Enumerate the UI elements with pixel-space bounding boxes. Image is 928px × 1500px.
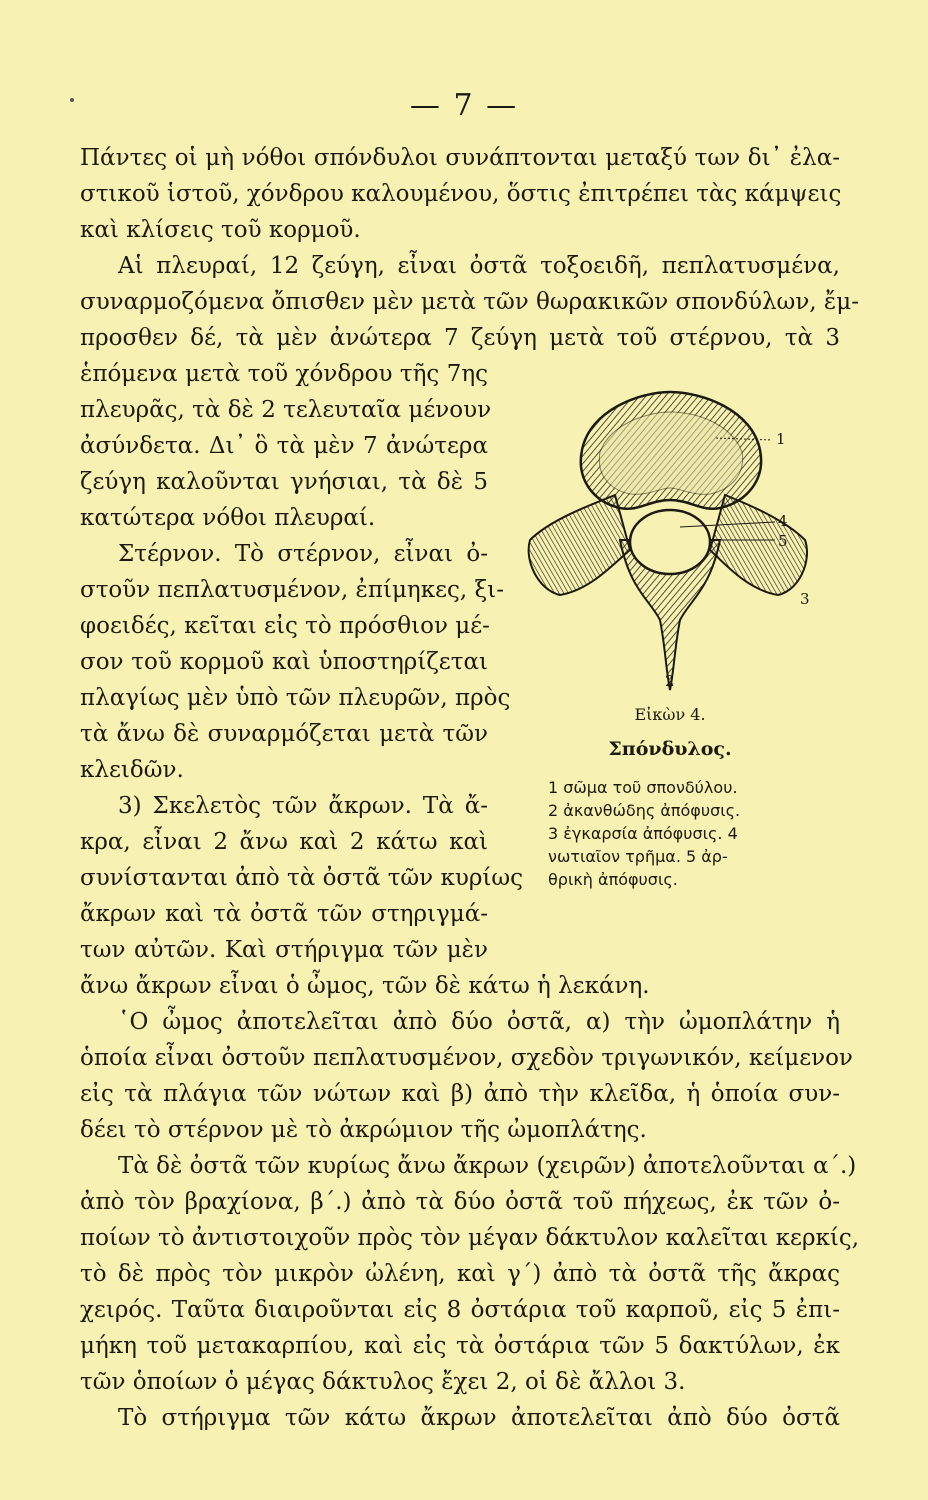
text-line: κλειδῶν. — [80, 757, 184, 783]
text-line: εἰς τὰ πλάγια τῶν νώτων καὶ β) ἀπὸ τὴν κλεῖδα, ἡ ὁποία συν- — [80, 1081, 840, 1107]
text-line: ἀσύνδετα. Δι᾽ ὃ τὰ μὲν 7 ἀνώτερα — [80, 433, 488, 459]
legend-line: 1 σῶμα τοῦ σπονδύλου. — [548, 778, 738, 797]
text-line: 3) Σκελετὸς τῶν ἄκρων. Τὰ ἄ- — [118, 793, 488, 819]
text-line: πλευρᾶς, τὰ δὲ 2 τελευταῖα μένουν — [80, 397, 492, 423]
legend-line: νωτιαῖον τρῆμα. 5 ἀρ- — [548, 847, 728, 866]
text-line: Πάντες οἱ μὴ νόθοι σπόνδυλοι συνάπτονται μεταξύ των δι᾽ ἐλα- — [80, 145, 840, 171]
vertebra-illustration — [520, 390, 820, 700]
legend-line: 3 ἐγκαρσία ἀπόφυσις. 4 — [548, 824, 738, 843]
text-line: ἀπὸ τὸν βραχίονα, β΄.) ἀπὸ τὰ δύο ὀστᾶ τοῦ πήχεως, ἐκ τῶν ὀ- — [80, 1189, 840, 1215]
figure-label-5: 5 — [778, 532, 788, 550]
legend-line: θρικὴ ἀπόφυσις. — [548, 870, 678, 889]
text-line: προσθεν δέ, τὰ μὲν ἀνώτερα 7 ζεύγη μετὰ τοῦ στέρνου, τὰ 3 — [80, 325, 840, 351]
text-line: ἄνω ἄκρων εἶναι ὁ ὦμος, τῶν δὲ κάτω ἡ λεκάνη. — [80, 973, 650, 999]
text-line: σον τοῦ κορμοῦ καὶ ὑποστηρίζεται — [80, 649, 488, 675]
text-line: μήκη τοῦ μετακαρπίου, καὶ εἰς τὰ ὀστάρια τῶν 5 δακτύλων, ἐκ — [80, 1333, 840, 1359]
text-line: Αἱ πλευραί, 12 ζεύγη, εἶναι ὀστᾶ τοξοειδῆ, πεπλατυσμένα, — [118, 253, 840, 279]
text-line: στοῦν πεπλατυσμένον, ἐπίμηκες, ξι- — [80, 577, 504, 603]
figure-caption: Εἰκὼν 4. — [634, 705, 706, 724]
text-line: ποίων τὸ ἀντιστοιχοῦν πρὸς τὸν μέγαν δάκτυλον καλεῖται κερκίς, — [80, 1225, 860, 1251]
text-line: κρα, εἶναι 2 ἄνω καὶ 2 κάτω καὶ — [80, 829, 488, 855]
text-line: ὁποία εἶναι ὀστοῦν πεπλατυσμένον, σχεδὸν τριγωνικόν, κείμενον — [80, 1045, 853, 1071]
text-line: συνίστανται ἀπὸ τὰ ὀστᾶ τῶν κυρίως — [80, 865, 523, 891]
text-line: φοειδές, κεῖται εἰς τὸ πρόσθιον μέ- — [80, 613, 490, 639]
text-line: χειρός. Ταῦτα διαιροῦνται εἰς 8 ὀστάρια τοῦ καρποῦ, εἰς 5 ἐπι- — [80, 1297, 840, 1323]
text-line: δέει τὸ στέρνον μὲ τὸ ἀκρώμιον τῆς ὠμοπλάτης. — [80, 1117, 647, 1143]
text-line: τῶν ὁποίων ὁ μέγας δάκτυλος ἔχει 2, οἱ δὲ ἄλλοι 3. — [80, 1369, 686, 1395]
text-line: ζεύγη καλοῦνται γνήσιαι, τὰ δὲ 5 — [80, 469, 488, 495]
page-number: — 7 — — [409, 88, 519, 123]
text-line: τὸ δὲ πρὸς τὸν μικρὸν ὠλένη, καὶ γ΄) ἀπὸ τὰ ὀστᾶ τῆς ἄκρας — [80, 1261, 840, 1287]
text-line: ῾Ο ὦμος ἀποτελεῖται ἀπὸ δύο ὀστᾶ, α) τὴν ὠμοπλάτην ἡ — [118, 1009, 840, 1035]
text-line: τὰ ἄνω δὲ συναρμόζεται μετὰ τῶν — [80, 721, 488, 747]
figure-label-4: 4 — [778, 512, 788, 530]
text-line: ἑπόμενα μετὰ τοῦ χόνδρου τῆς 7ης — [80, 361, 488, 387]
text-line: Στέρνον. Τὸ στέρνον, εἶναι ὀ- — [118, 541, 488, 567]
text-line: ἄκρων καὶ τὰ ὀστᾶ τῶν στηριγμά- — [80, 901, 488, 927]
text-line: συναρμοζόμενα ὄπισθεν μὲν μετὰ τῶν θωρακικῶν σπονδύλων, ἔμ- — [80, 289, 859, 315]
legend-line: 2 ἀκανθώδης ἀπόφυσις. — [548, 801, 741, 820]
figure-label-1: 1 — [776, 430, 786, 448]
figure-title: Σπόνδυλος. — [608, 738, 732, 760]
text-line: στικοῦ ἱστοῦ, χόνδρου καλουμένου, ὅστις ἐπιτρέπει τὰς κάμψεις — [80, 181, 842, 207]
figure-label-2: 2 — [665, 672, 675, 690]
vertebra-figure — [520, 390, 820, 700]
text-line: των αὐτῶν. Καὶ στήριγμα τῶν μὲν — [80, 937, 488, 963]
figure-label-3: 3 — [800, 590, 810, 608]
text-line: Τὸ στήριγμα τῶν κάτω ἄκρων ἀποτελεῖται ἀπὸ δύο ὀστᾶ — [118, 1405, 840, 1431]
text-line: κατώτερα νόθοι πλευραί. — [80, 505, 376, 531]
text-line: πλαγίως μὲν ὑπὸ τῶν πλευρῶν, πρὸς — [80, 685, 511, 711]
text-line: Τὰ δὲ ὀστᾶ τῶν κυρίως ἄνω ἄκρων (χειρῶν) ἀποτελοῦνται α΄.) — [118, 1153, 857, 1179]
text-line: καὶ κλίσεις τοῦ κορμοῦ. — [80, 217, 361, 243]
